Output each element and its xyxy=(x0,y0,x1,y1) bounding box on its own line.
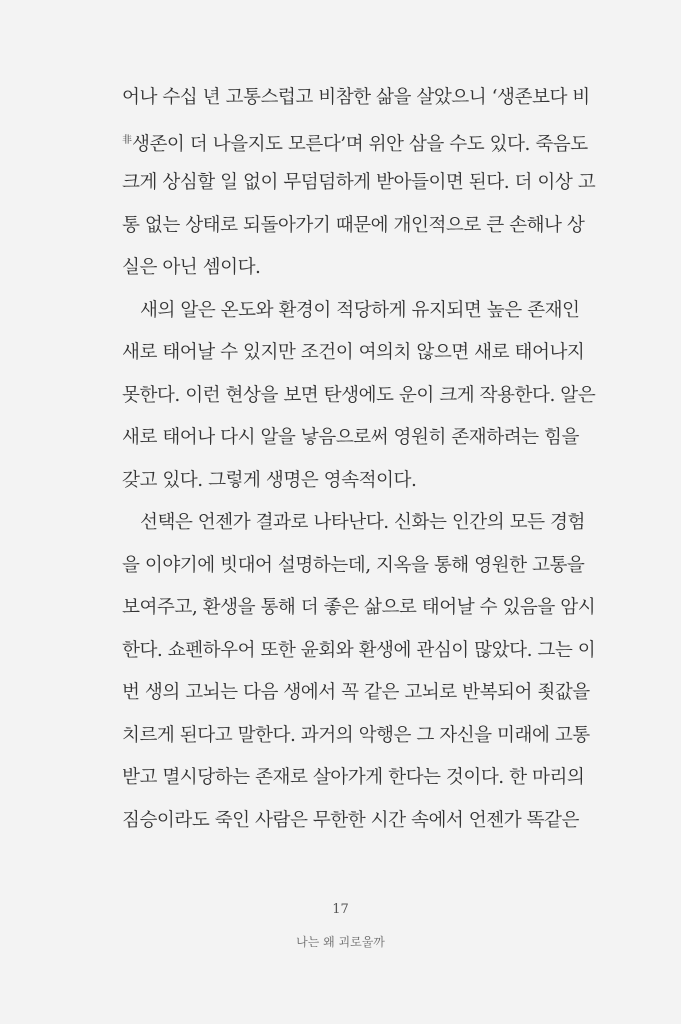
text-line: 새로 태어나 다시 알을 낳음으로써 영원히 존재하려는 힘을 xyxy=(122,427,579,448)
paragraph xyxy=(122,290,596,503)
page-number: 17 xyxy=(332,902,349,917)
paragraph xyxy=(122,77,596,290)
text-line: 을 이야기에 빗대어 설명하는데, 지옥을 통해 영원한 고통을 xyxy=(122,554,585,576)
text-line: 치르게 된다고 말한다. 과거의 악행은 그 자신을 미래에 고통 xyxy=(122,724,590,746)
text-line xyxy=(122,120,592,163)
text-line: 번 생의 고뇌는 다음 생에서 꼭 같은 고뇌로 반복되어 죗값을 xyxy=(122,682,590,703)
paragraph xyxy=(122,502,596,842)
text-line: 갖고 있다. 그렇게 생명은 영속적이다. xyxy=(122,469,417,491)
text-line: 짐승이라도 죽인 사람은 무한한 시간 속에서 언젠가 똑같은 xyxy=(122,809,579,831)
text-line: 받고 멸시당하는 존재로 살아가게 한다는 것이다. 한 마리의 xyxy=(122,767,585,788)
text-line: 못한다. 이런 현상을 보면 탄생에도 운이 크게 작용한다. 알은 xyxy=(122,384,596,406)
text-line: 통 없는 상태로 되돌아가기 때문에 개인적으로 큰 손해나 상 xyxy=(122,214,585,236)
text-line: 크게 상심할 일 없이 무덤덤하게 받아들이면 된다. 더 이상 고 xyxy=(122,172,596,193)
text-line: 어나 수십 년 고통스럽고 비참한 삶을 살았으니 ‘생존보다 비 xyxy=(122,87,590,108)
body-text xyxy=(122,77,596,842)
text-line: 실은 아닌 셈이다. xyxy=(122,257,261,278)
text-line: 선택은 언젠가 결과로 나타난다. 신화는 인간의 모든 경험 xyxy=(140,512,585,533)
footnote-marker: 非 xyxy=(122,134,132,146)
text-line-content: 생존이 더 나을지도 모른다’며 위안 삼을 수도 있다. 죽음도 xyxy=(132,133,588,155)
text-line: 보여주고, 환생을 통해 더 좋은 삶으로 태어날 수 있음을 암시 xyxy=(122,597,596,618)
text-line: 한다. 쇼펜하우어 또한 윤회와 환생에 관심이 많았다. 그는 이 xyxy=(122,639,596,661)
running-title: 나는 왜 괴로울까 xyxy=(296,935,385,949)
text-line: 새로 태어날 수 있지만 조건이 여의치 않으면 새로 태어나지 xyxy=(122,342,585,363)
text-line: 새의 알은 온도와 환경이 적당하게 유지되면 높은 존재인 xyxy=(140,299,580,321)
